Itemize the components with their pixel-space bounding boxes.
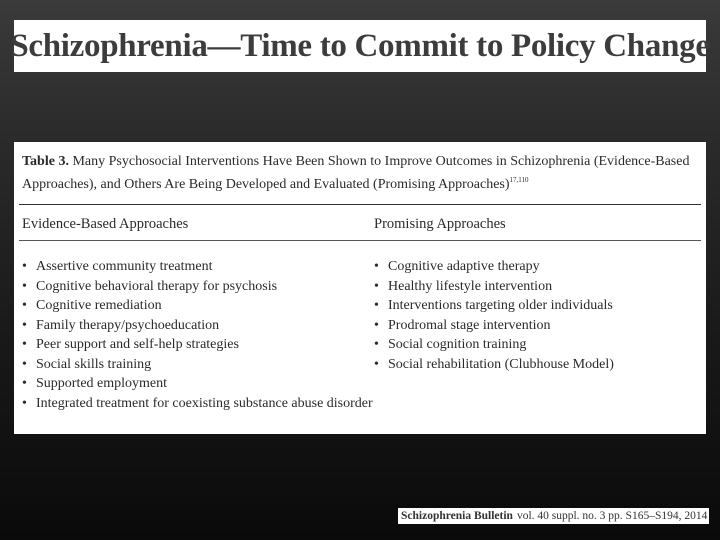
table-top-rule (19, 204, 701, 205)
list-item: • Social rehabilitation (Clubhouse Model) (374, 355, 694, 375)
list-item: • Peer support and self-help strategies (22, 335, 367, 355)
list-item: • Social skills training (22, 355, 367, 375)
slide-title: Schizophrenia—Time to Commit to Policy Change (10, 27, 710, 64)
table-header-rule (19, 240, 701, 241)
column-header-evidence-based: Evidence-Based Approaches (22, 216, 189, 232)
list-item: • Cognitive behavioral therapy for psychosis (22, 277, 367, 297)
table-caption-label: Table 3. (22, 154, 69, 169)
citation-details: vol. 40 suppl. no. 3 pp. S165–S194, 2014 (516, 510, 708, 522)
list-item: • Integrated treatment for coexisting substance abuse disorder (22, 394, 367, 414)
slide-title-box (10, 20, 710, 72)
promising-list (374, 257, 694, 374)
table-caption (22, 152, 698, 194)
list-item: • Family therapy/psychoeducation (22, 316, 367, 336)
table-figure (14, 142, 706, 434)
citation-box (398, 508, 709, 524)
list-item: • Prodromal stage intervention (374, 316, 694, 336)
table-caption-text: Many Psychosocial Interventions Have Been Shown to Improve Outcomes in Schizophrenia (Evidence-Based Approaches), and Others Are Being Developed and Evaluated (Promising Approaches) (22, 154, 690, 192)
list-item: • Cognitive adaptive therapy (374, 257, 694, 277)
list-item: • Cognitive remediation (22, 296, 367, 316)
citation-journal: Schizophrenia Bulletin (401, 510, 513, 522)
list-item: • Interventions targeting older individuals (374, 296, 694, 316)
table-caption-refs: 17,110 (509, 176, 529, 184)
list-item: • Assertive community treatment (22, 257, 367, 277)
list-item: • Healthy lifestyle intervention (374, 277, 694, 297)
list-item: • Supported employment (22, 374, 367, 394)
evidence-based-list (22, 257, 373, 413)
column-header-promising: Promising Approaches (374, 216, 506, 232)
list-item: • Social cognition training (374, 335, 694, 355)
